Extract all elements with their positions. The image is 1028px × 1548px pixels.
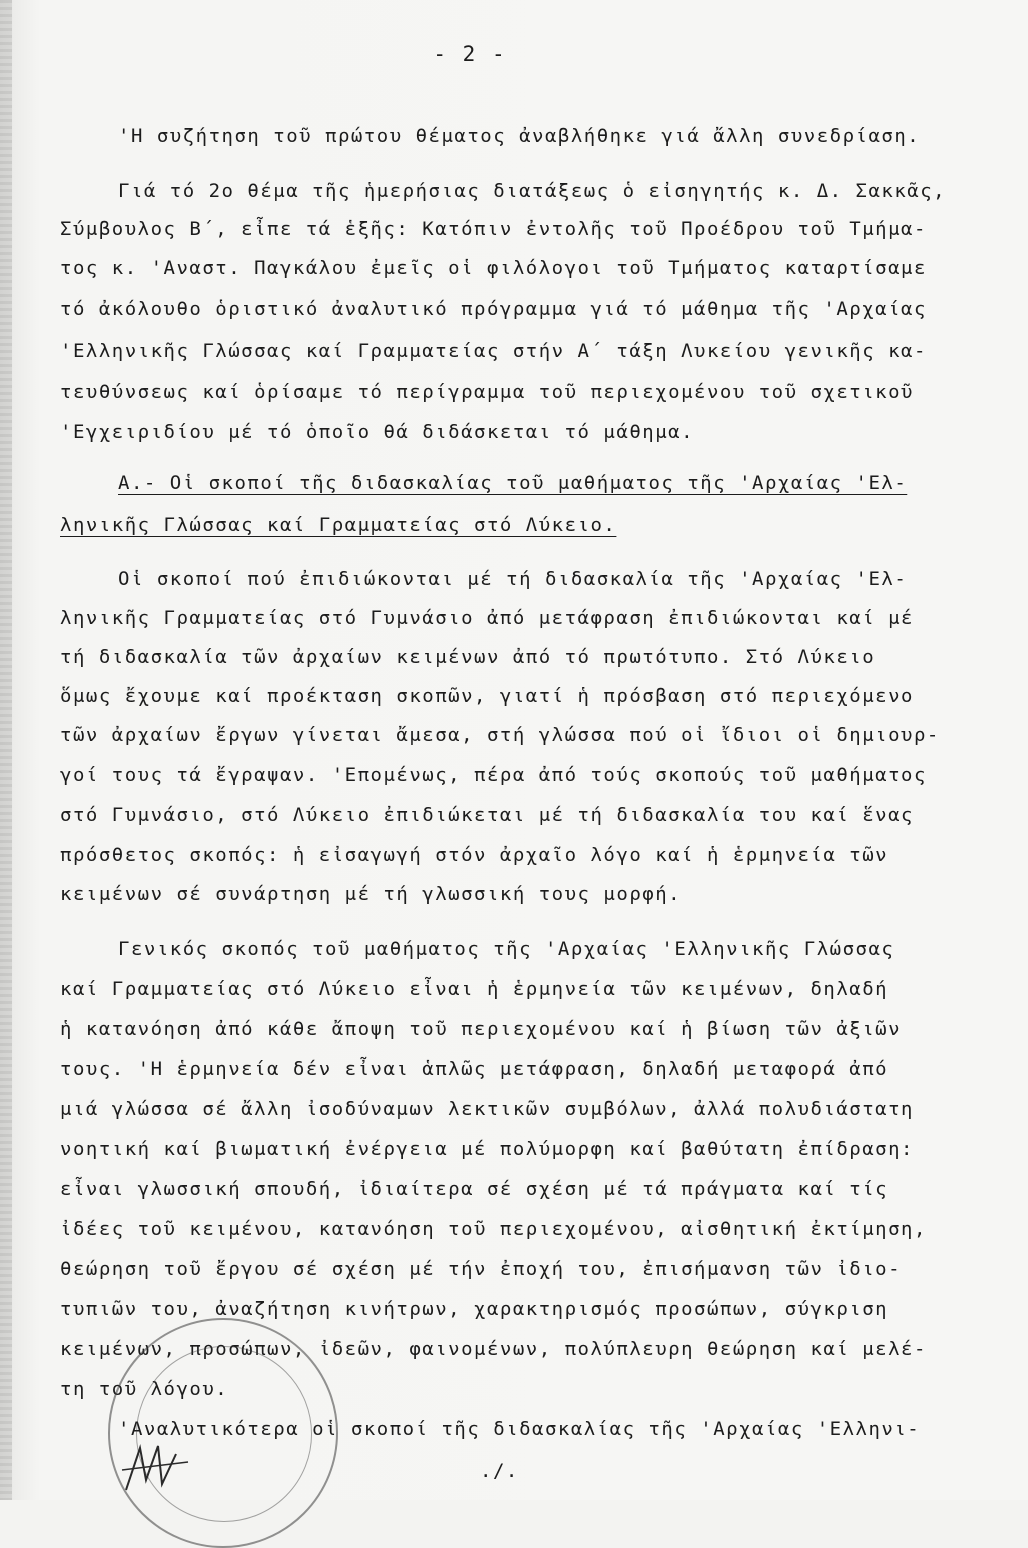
text-line: ἡ κατανόηση ἀπό κάθε ἄποψη τοῦ περιεχομένου καί ἡ βίωση τῶν ἀξιῶν <box>60 1018 902 1040</box>
text-line: στό Γυμνάσιο, στό Λύκειο ἐπιδιώκεται μέ τή διδασκαλία του καί ἕνας <box>60 804 914 826</box>
official-seal-stamp <box>108 1318 338 1548</box>
section-heading: ληνικῆς Γλώσσας καί Γραμματείας στό Λύκειο. <box>60 514 617 536</box>
text-line: 'Η συζήτηση τοῦ πρώτου θέματος ἀναβλήθηκε γιά ἄλλη συνεδρίαση. <box>118 125 921 147</box>
text-line: ἰδέες τοῦ κειμένου, κατανόηση τοῦ περιεχομένου, αἰσθητική ἐκτίμηση, <box>60 1218 927 1240</box>
text-line: τῶν ἀρχαίων ἔργων γίνεται ἄμεσα, στή γλώσσα πού οἱ ἴδιοι οἱ δημιουρ- <box>60 724 940 746</box>
text-line: 'Αναλυτικότερα οἱ σκοποί τῆς διδασκαλίας τῆς 'Αρχαίας 'Ελληνι- <box>118 1418 921 1440</box>
text-line: εἶναι γλωσσική σπουδή, ἰδιαίτερα σέ σχέση μέ τά πράγματα καί τίς <box>60 1178 889 1200</box>
text-line: Σύμβουλος Β΄, εἶπε τά ἑξῆς: Κατόπιν ἐντολῆς τοῦ Προέδρου τοῦ Τμήμα- <box>60 218 927 240</box>
text-line: νοητική καί βιωματική ἐνέργεια μέ πολύμορφη καί βαθύτατη ἐπίδραση: <box>60 1138 914 1160</box>
text-line: καί Γραμματείας στό Λύκειο εἶναι ἡ ἑρμηνεία τῶν κειμένων, δηλαδή <box>60 978 889 1000</box>
continuation-mark: ./. <box>480 1460 519 1482</box>
text-line: Γενικός σκοπός τοῦ μαθήματος τῆς 'Αρχαίας 'Ελληνικῆς Γλώσσας <box>118 938 895 960</box>
text-line: τυπιῶν του, ἀναζήτηση κινήτρων, χαρακτηρισμός προσώπων, σύγκριση <box>60 1298 889 1320</box>
text-line: Οἱ σκοποί πού ἐπιδιώκονται μέ τή διδασκαλία τῆς 'Αρχαίας 'Ελ- <box>118 568 908 590</box>
text-line: 'Ελληνικῆς Γλώσσας καί Γραμματείας στήν Α΄ τάξη Λυκείου γενικῆς κα- <box>60 340 927 362</box>
text-line: τό ἀκόλουθο ὁριστικό ἀναλυτικό πρόγραμμα γιά τό μάθημα τῆς 'Αρχαίας <box>60 298 927 320</box>
text-line: μιά γλώσσα σέ ἄλλη ἰσοδύναμων λεκτικῶν συμβόλων, ἀλλά πολυδιάστατη <box>60 1098 914 1120</box>
text-line: κειμένων, προσώπων, ἰδεῶν, φαινομένων, πολύπλευρη θεώρηση καί μελέ- <box>60 1338 927 1360</box>
text-line: ὅμως ἔχουμε καί προέκταση σκοπῶν, γιατί ἡ πρόσβαση στό περιεχόμενο <box>60 685 914 707</box>
text-line: 'Εγχειριδίου μέ τό ὁποῖο θά διδάσκεται τό μάθημα. <box>60 421 695 443</box>
text-line: τή διδασκαλία τῶν ἀρχαίων κειμένων ἀπό τό πρωτότυπο. Στό Λύκειο <box>60 646 876 668</box>
text-line: τος κ. 'Αναστ. Παγκάλου ἐμεῖς οἱ φιλόλογοι τοῦ Τμήματος καταρτίσαμε <box>60 257 927 279</box>
page-number: - 2 - <box>433 42 507 66</box>
text-line: γοί τους τά ἔγραψαν. 'Επομένως, πέρα ἀπό τούς σκοπούς τοῦ μαθήματος <box>60 764 927 786</box>
text-line: Γιά τό 2ο θέμα τῆς ἡμερήσιας διατάξεως ὁ εἰσηγητής κ. Δ. Σακκᾶς, <box>118 180 947 202</box>
binding-edge <box>0 0 12 1500</box>
signature-mark <box>118 1440 198 1496</box>
text-line: κειμένων σέ συνάρτηση μέ τή γλωσσική τους μορφή. <box>60 883 682 905</box>
text-line: τη τοῦ λόγου. <box>60 1378 229 1400</box>
text-line: τευθύνσεως καί ὁρίσαμε τό περίγραμμα τοῦ περιεχομένου τοῦ σχετικοῦ <box>60 381 914 403</box>
text-line: τους. 'Η ἑρμηνεία δέν εἶναι ἁπλῶς μετάφραση, δηλαδή μεταφορά ἀπό <box>60 1058 889 1080</box>
text-line: θεώρηση τοῦ ἔργου σέ σχέση μέ τήν ἐποχή του, ἐπισήμανση τῶν ἰδιο- <box>60 1258 902 1280</box>
text-line: ληνικῆς Γραμματείας στό Γυμνάσιο ἀπό μετάφραση ἐπιδιώκονται καί μέ <box>60 607 914 629</box>
text-line: πρόσθετος σκοπός: ἡ εἰσαγωγή στόν ἀρχαῖο λόγο καί ἡ ἑρμηνεία τῶν <box>60 844 889 866</box>
section-heading: Α.- Οἱ σκοποί τῆς διδασκαλίας τοῦ μαθήματος τῆς 'Αρχαίας 'Ελ- <box>118 472 908 494</box>
